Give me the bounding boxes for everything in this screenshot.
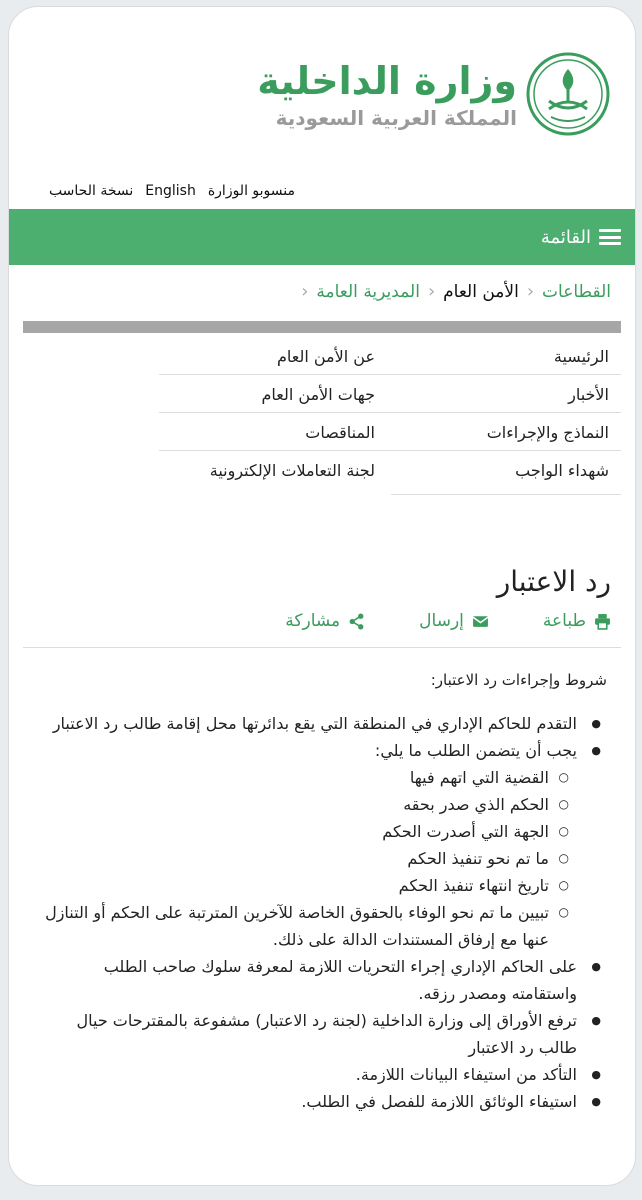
- sub-list: [35, 764, 577, 953]
- sub-list-item: ○ الجهة التي أصدرت الحكم: [35, 818, 577, 845]
- breadcrumb-public-security[interactable]: الأمن العام: [443, 281, 519, 302]
- page-card: [8, 6, 636, 1186]
- sub-list-item: ○ الحكم الذي صدر بحقه: [35, 791, 577, 818]
- breadcrumb-sectors[interactable]: القطاعات: [542, 281, 611, 302]
- share-icon: [348, 613, 365, 630]
- ministry-logo[interactable]: [257, 51, 611, 137]
- chevron-left-icon: ‹: [427, 281, 436, 302]
- requirements-list: [35, 710, 607, 1115]
- hamburger-icon: [599, 229, 621, 245]
- subnav-home[interactable]: الرئيسية: [553, 347, 609, 366]
- menu-button[interactable]: [541, 227, 621, 248]
- sub-list-item: ○ تاريخ انتهاء تنفيذ الحكم: [35, 872, 577, 899]
- breadcrumb-general-directorate[interactable]: المديرية العامة: [316, 281, 420, 302]
- share-label: مشاركة: [285, 611, 341, 631]
- subnav-agencies[interactable]: جهات الأمن العام: [261, 385, 375, 404]
- sub-list-item: ○ تبيين ما تم نحو الوفاء بالحقوق الخاصة للآخرين المترتبة على الحكم أو التنازل عنها مع إرفاق المستندات الدالة على ذلك.: [35, 899, 577, 953]
- subnav-about[interactable]: عن الأمن العام: [276, 347, 375, 366]
- share-button[interactable]: [285, 611, 365, 631]
- english-link[interactable]: English: [145, 183, 196, 199]
- divider-line: [23, 647, 621, 648]
- print-button[interactable]: [543, 611, 611, 631]
- subnav-news[interactable]: الأخبار: [568, 385, 609, 404]
- logo-subtitle: المملكة العربية السعودية: [275, 106, 517, 130]
- list-item-text: يجب أن يتضمن الطلب ما يلي:: [374, 741, 577, 760]
- envelope-icon: [472, 613, 489, 630]
- list-item: ● التقدم للحاكم الإداري في المنطقة التي يقع بدائرتها محل إقامة طالب رد الاعتبار: [35, 710, 607, 737]
- sub-navigation: [159, 337, 621, 495]
- list-item: ● التأكد من استيفاء البيانات اللازمة.: [35, 1061, 607, 1088]
- article-content: [35, 667, 607, 1115]
- divider-bar: [23, 321, 621, 333]
- subnav-martyrs[interactable]: شهداء الواجب: [515, 461, 609, 480]
- logo-title: وزارة الداخلية: [257, 59, 517, 103]
- list-item: ● استيفاء الوثائق اللازمة للفصل في الطلب.: [35, 1088, 607, 1115]
- page-actions: [285, 611, 611, 631]
- list-item: ● ترفع الأوراق إلى وزارة الداخلية (لجنة رد الاعتبار) مشفوعة بالمقترحات حيال طالب رد الاعتبار: [35, 1007, 607, 1061]
- subnav-tenders[interactable]: المناقصات: [305, 423, 375, 442]
- printer-icon: [594, 613, 611, 630]
- menu-bar: [9, 209, 635, 265]
- sub-list-item: ○ القضية التي اتهم فيها: [35, 764, 577, 791]
- breadcrumb: [301, 281, 611, 302]
- subnav-forms[interactable]: النماذج والإجراءات: [486, 423, 609, 442]
- send-button[interactable]: [419, 611, 489, 631]
- content-intro: شروط وإجراءات رد الاعتبار:: [430, 671, 607, 689]
- send-label: إرسال: [419, 611, 464, 631]
- list-item: [35, 737, 607, 953]
- sub-list-item: ○ ما تم نحو تنفيذ الحكم: [35, 845, 577, 872]
- subnav-e-transactions[interactable]: لجنة التعاملات الإلكترونية: [209, 461, 375, 480]
- staff-link[interactable]: منسوبو الوزارة: [207, 183, 295, 199]
- list-item: ● على الحاكم الإداري إجراء التحريات اللازمة لمعرفة سلوك صاحب الطلب واستقامته ومصدر رزقه.: [35, 953, 607, 1007]
- desktop-version-link[interactable]: نسخة الحاسب: [48, 183, 134, 199]
- saudi-emblem-icon: [525, 51, 611, 137]
- chevron-left-icon: ‹: [301, 281, 309, 302]
- menu-label: القائمة: [540, 226, 591, 248]
- chevron-left-icon: ‹: [526, 281, 535, 302]
- print-label: طباعة: [542, 611, 586, 631]
- top-links: [49, 183, 295, 199]
- page-title: رد الاعتبار: [496, 565, 611, 598]
